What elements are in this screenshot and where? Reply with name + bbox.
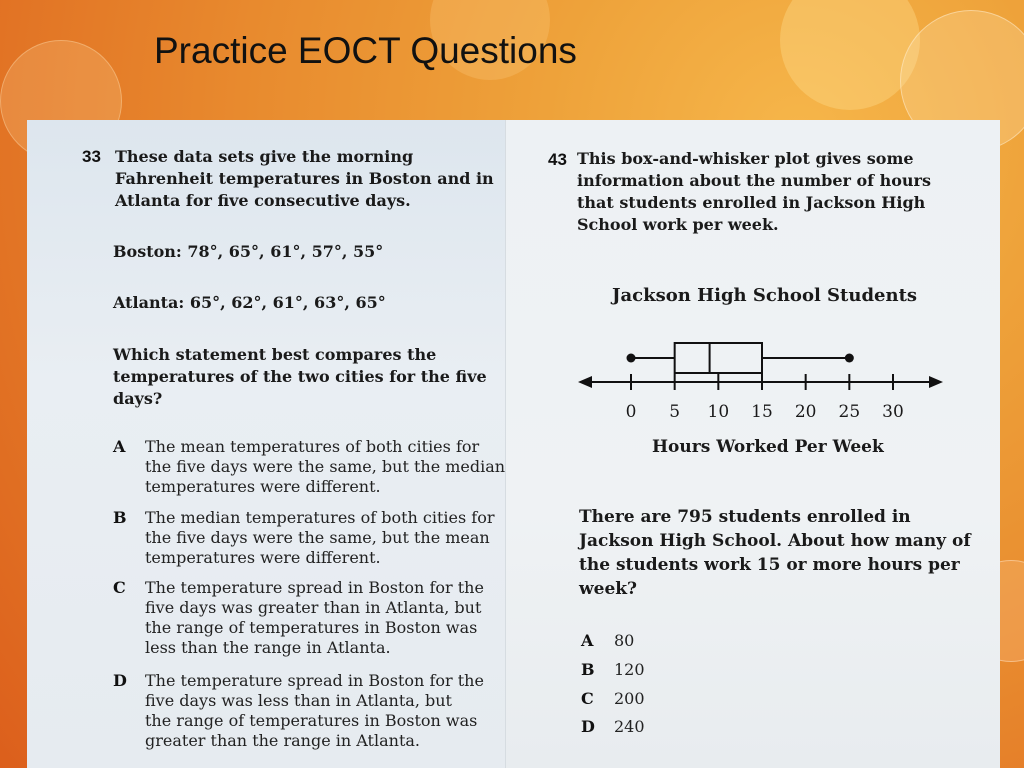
option-letter: D [581,717,595,736]
prompt-line: Atlanta for five consecutive days. [115,191,411,210]
tick-label: 20 [794,402,817,422]
stem-line: days? [113,389,163,408]
option-d-text [145,671,484,751]
option-line: The temperature spread in Boston for the [145,671,484,690]
option-letter: D [113,671,127,690]
iqr-box [675,343,762,373]
question-43-prompt [577,148,931,236]
stem-line: week? [579,579,638,599]
option-line: the five days were the same, but the mean [145,528,490,547]
min-point [627,354,636,363]
option-letter: B [113,508,127,527]
option-line: temperatures were different. [145,548,381,567]
option-line: greater than the range in Atlanta. [145,731,420,750]
option-line: the range of temperatures in Boston was [145,711,478,730]
option-c-text [145,578,484,658]
option-letter: B [581,660,595,679]
atlanta-data: Atlanta: 65°, 62°, 61°, 63°, 65° [113,293,386,312]
x-axis-label: Hours Worked Per Week [652,437,884,457]
option-line: five days was greater than in Atlanta, but [145,598,482,617]
prompt-line: that students enrolled in Jackson High [577,193,926,212]
tick-label: 0 [625,402,637,422]
question-number: 33 [82,147,101,166]
prompt-line: These data sets give the morning [115,147,414,166]
prompt-line: information about the number of hours [577,171,931,190]
option-line: less than the range in Atlanta. [145,638,391,657]
option-c-value: 200 [614,689,645,708]
box-plot [548,325,948,425]
question-33-stem [113,344,487,410]
option-line: temperatures were different. [145,477,381,496]
option-line: The mean temperatures of both cities for [145,437,480,456]
prompt-line: Fahrenheit temperatures in Boston and in [115,169,494,188]
chart-title: Jackson High School Students [612,285,918,306]
prompt-line: This box-and-whisker plot gives some [577,149,914,168]
option-line: five days was less than in Atlanta, but [145,691,452,710]
option-line: The temperature spread in Boston for the [145,578,484,597]
stem-line: Jackson High School. About how many of [579,531,971,551]
tick-label: 25 [838,402,861,422]
stem-line: Which statement best compares the [113,345,437,364]
boston-data: Boston: 78°, 65°, 61°, 57°, 55° [113,242,384,261]
option-letter: C [581,689,594,708]
stem-line: temperatures of the two cities for the five [113,367,487,386]
option-line: the five days were the same, but the median [145,457,506,476]
option-d-value: 240 [614,717,645,736]
option-letter: A [581,631,594,650]
tick-label: 10 [707,402,730,422]
option-b-value: 120 [614,660,645,679]
option-letter: C [113,578,126,597]
question-43-stem [579,505,971,601]
option-b-text [145,508,495,568]
option-a-text [145,437,505,497]
prompt-line: School work per week. [577,215,779,234]
decor-bubble [780,0,920,110]
tick-label: 5 [669,402,681,422]
option-line: The median temperatures of both cities for [145,508,495,527]
right-arrow-icon [929,376,943,388]
question-33-prompt [115,146,494,212]
option-a-value: 80 [614,631,635,650]
left-arrow-icon [578,376,592,388]
option-letter: A [113,437,126,456]
slide-title: Practice EOCT Questions [154,30,577,71]
question-number: 43 [548,150,567,169]
stem-line: the students work 15 or more hours per [579,555,960,575]
stem-line: There are 795 students enrolled in [579,507,911,527]
tick-label: 15 [751,402,773,422]
max-point [845,354,854,363]
tick-label: 30 [882,402,904,422]
option-line: the range of temperatures in Boston was [145,618,478,637]
